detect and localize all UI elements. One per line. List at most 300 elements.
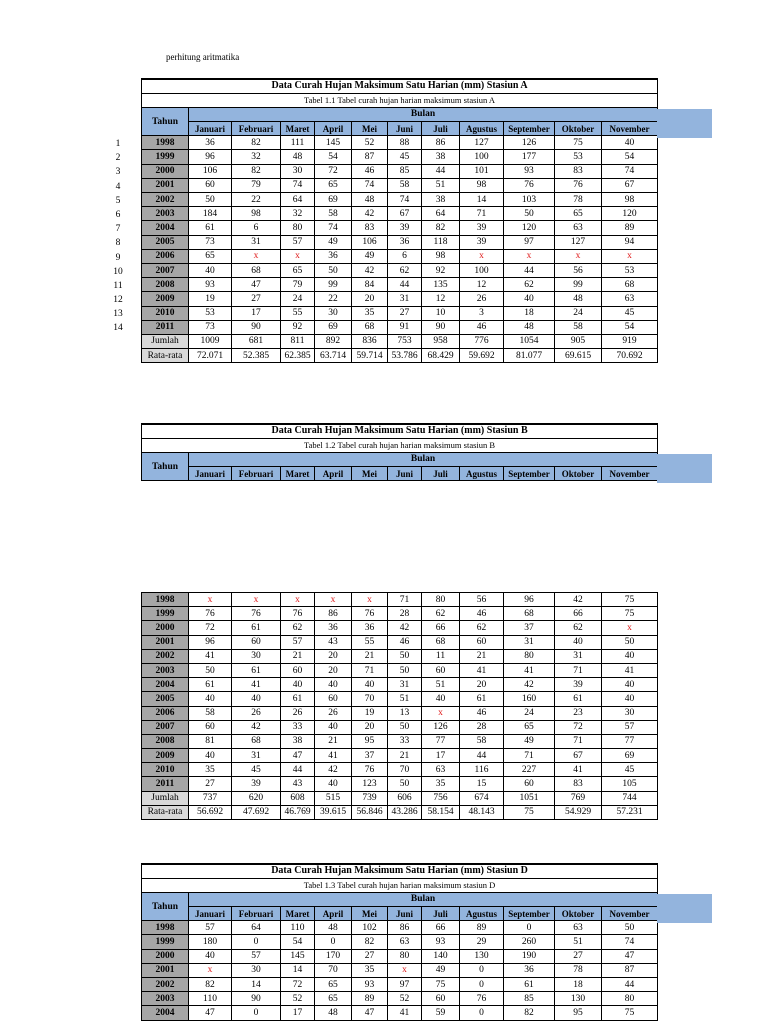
value-cell: 61 xyxy=(504,978,555,992)
value-cell: 54.929 xyxy=(555,805,602,819)
value-cell: 49 xyxy=(352,249,388,263)
value-cell: 45 xyxy=(232,763,281,777)
year-cell: 2002 xyxy=(142,978,189,992)
value-cell: 101 xyxy=(460,164,504,178)
missing-value: x xyxy=(352,593,388,607)
value-cell: 76 xyxy=(352,607,388,621)
value-cell: 42 xyxy=(352,263,388,277)
table-row xyxy=(142,136,658,150)
value-cell: 63 xyxy=(602,292,658,306)
value-cell: 62 xyxy=(504,278,555,292)
value-cell: 0 xyxy=(460,963,504,977)
year-cell: 2007 xyxy=(142,720,189,734)
value-cell: 56 xyxy=(460,593,504,607)
value-cell: 41 xyxy=(189,649,232,663)
value-cell: 62 xyxy=(422,607,460,621)
value-cell: 24 xyxy=(281,292,315,306)
value-cell: 46 xyxy=(388,635,422,649)
value-cell: 46.769 xyxy=(281,805,315,819)
value-cell: 70.692 xyxy=(602,349,658,363)
value-cell: 50 xyxy=(189,193,232,207)
year-cell: 2006 xyxy=(142,706,189,720)
value-cell: 81.077 xyxy=(504,349,555,363)
value-cell: 74 xyxy=(315,221,352,235)
table-row xyxy=(142,292,658,306)
year-cell: 2002 xyxy=(142,649,189,663)
value-cell: 18 xyxy=(504,306,555,320)
month-header: April xyxy=(315,907,352,921)
value-cell: 31 xyxy=(388,678,422,692)
value-cell: 41 xyxy=(460,663,504,677)
value-cell: 92 xyxy=(281,320,315,334)
value-cell: 41 xyxy=(388,1006,422,1020)
value-cell: 80 xyxy=(504,649,555,663)
value-cell: 42 xyxy=(555,593,602,607)
value-cell: 27 xyxy=(555,949,602,963)
month-header: Januari xyxy=(189,122,232,136)
value-cell: 40 xyxy=(189,949,232,963)
month-header: November xyxy=(602,907,658,921)
value-cell: 43.286 xyxy=(388,805,422,819)
row-number: 10 xyxy=(113,266,123,277)
value-cell: 744 xyxy=(602,791,658,805)
value-cell: 68.429 xyxy=(422,349,460,363)
value-cell: 126 xyxy=(422,720,460,734)
value-cell: 59.714 xyxy=(352,349,388,363)
value-cell: 78 xyxy=(555,963,602,977)
value-cell: 184 xyxy=(189,207,232,221)
missing-value: x xyxy=(281,249,315,263)
value-cell: 75 xyxy=(504,805,555,819)
value-cell: 72 xyxy=(555,720,602,734)
value-cell: 105 xyxy=(602,777,658,791)
value-cell: 75 xyxy=(422,978,460,992)
value-cell: 74 xyxy=(602,164,658,178)
value-cell: 48 xyxy=(315,1006,352,1020)
value-cell: 53 xyxy=(189,306,232,320)
value-cell: 37 xyxy=(504,621,555,635)
value-cell: 83 xyxy=(352,221,388,235)
value-cell: 24 xyxy=(555,306,602,320)
missing-value: x xyxy=(422,706,460,720)
table-row xyxy=(142,263,658,277)
value-cell: 30 xyxy=(281,164,315,178)
value-cell: 61 xyxy=(460,692,504,706)
tahun-header: Tahun xyxy=(142,107,189,135)
value-cell: 42 xyxy=(388,621,422,635)
value-cell: 0 xyxy=(232,935,281,949)
month-header: April xyxy=(315,467,352,481)
value-cell: 40 xyxy=(555,635,602,649)
value-cell: 111 xyxy=(281,136,315,150)
value-cell: 68 xyxy=(504,607,555,621)
table-row xyxy=(142,334,658,348)
value-cell: 19 xyxy=(189,292,232,306)
year-cell: 2008 xyxy=(142,734,189,748)
value-cell: 753 xyxy=(388,334,422,348)
value-cell: 106 xyxy=(352,235,388,249)
value-cell: 58 xyxy=(460,734,504,748)
value-cell: 10 xyxy=(422,306,460,320)
header-fill xyxy=(657,894,712,922)
value-cell: 45 xyxy=(388,150,422,164)
year-cell: 2005 xyxy=(142,692,189,706)
value-cell: 68 xyxy=(232,263,281,277)
month-header: Juli xyxy=(422,907,460,921)
value-cell: 96 xyxy=(189,635,232,649)
value-cell: 60 xyxy=(504,777,555,791)
year-cell: 1998 xyxy=(142,593,189,607)
value-cell: 50 xyxy=(504,207,555,221)
value-cell: 46 xyxy=(460,706,504,720)
value-cell: 70 xyxy=(388,763,422,777)
value-cell: 76 xyxy=(232,607,281,621)
value-cell: 62.385 xyxy=(281,349,315,363)
year-cell: 2004 xyxy=(142,678,189,692)
value-cell: 63.714 xyxy=(315,349,352,363)
value-cell: 40 xyxy=(315,678,352,692)
value-cell: 40 xyxy=(189,692,232,706)
value-cell: 87 xyxy=(352,150,388,164)
value-cell: 180 xyxy=(189,935,232,949)
value-cell: 0 xyxy=(504,921,555,935)
header-fill xyxy=(657,454,712,482)
month-header: Oktober xyxy=(555,122,602,136)
value-cell: 65 xyxy=(315,978,352,992)
month-header: Mei xyxy=(352,907,388,921)
value-cell: 79 xyxy=(281,278,315,292)
value-cell: 82 xyxy=(232,164,281,178)
value-cell: 62 xyxy=(281,621,315,635)
value-cell: 46 xyxy=(352,164,388,178)
month-header: April xyxy=(315,122,352,136)
value-cell: 30 xyxy=(602,706,658,720)
value-cell: 190 xyxy=(504,949,555,963)
missing-value: x xyxy=(232,593,281,607)
value-cell: 77 xyxy=(602,734,658,748)
value-cell: 52 xyxy=(388,992,422,1006)
row-number: 11 xyxy=(113,280,123,291)
table-row xyxy=(142,805,658,819)
value-cell: 78 xyxy=(555,193,602,207)
value-cell: 40 xyxy=(281,678,315,692)
value-cell: 51 xyxy=(422,178,460,192)
value-cell: 6 xyxy=(232,221,281,235)
value-cell: 80 xyxy=(281,221,315,235)
value-cell: 26 xyxy=(281,706,315,720)
value-cell: 46 xyxy=(460,320,504,334)
value-cell: 40 xyxy=(602,692,658,706)
month-header: Maret xyxy=(281,907,315,921)
table-row xyxy=(142,749,658,763)
value-cell: 48 xyxy=(504,320,555,334)
value-cell: 21 xyxy=(388,749,422,763)
table-row xyxy=(142,635,658,649)
value-cell: 51 xyxy=(388,692,422,706)
value-cell: 65 xyxy=(504,720,555,734)
value-cell: 75 xyxy=(602,1006,658,1020)
value-cell: 42 xyxy=(315,763,352,777)
value-cell: 61 xyxy=(189,221,232,235)
summary-label: Jumlah xyxy=(142,334,189,348)
month-header: Maret xyxy=(281,467,315,481)
month-header: Agustus xyxy=(460,467,504,481)
year-cell: 2010 xyxy=(142,763,189,777)
value-cell: 83 xyxy=(555,777,602,791)
year-cell: 1998 xyxy=(142,921,189,935)
value-cell: 51 xyxy=(555,935,602,949)
table-row xyxy=(142,150,658,164)
value-cell: 76 xyxy=(281,607,315,621)
value-cell: 82 xyxy=(189,978,232,992)
value-cell: 93 xyxy=(422,935,460,949)
bulan-header: Bulan xyxy=(189,107,658,121)
row-number: 1 xyxy=(115,139,121,149)
rainfall-table xyxy=(141,78,658,363)
row-number: 3 xyxy=(115,167,121,178)
value-cell: 42 xyxy=(504,678,555,692)
value-cell: 89 xyxy=(352,992,388,1006)
value-cell: 48 xyxy=(281,150,315,164)
month-header: Mei xyxy=(352,467,388,481)
value-cell: 15 xyxy=(460,777,504,791)
value-cell: 21 xyxy=(315,734,352,748)
table-row xyxy=(142,791,658,805)
table-row xyxy=(142,278,658,292)
value-cell: 919 xyxy=(602,334,658,348)
value-cell: 31 xyxy=(504,635,555,649)
value-cell: 41 xyxy=(555,763,602,777)
value-cell: 74 xyxy=(352,178,388,192)
value-cell: 21 xyxy=(352,649,388,663)
value-cell: 91 xyxy=(388,320,422,334)
year-cell: 2009 xyxy=(142,749,189,763)
row-number: 6 xyxy=(115,209,121,220)
value-cell: 66 xyxy=(555,607,602,621)
value-cell: 20 xyxy=(315,649,352,663)
value-cell: 103 xyxy=(504,193,555,207)
missing-value: x xyxy=(189,593,232,607)
table-row xyxy=(142,249,658,263)
value-cell: 56 xyxy=(555,263,602,277)
year-cell: 2000 xyxy=(142,949,189,963)
value-cell: 0 xyxy=(315,935,352,949)
month-header: Juni xyxy=(388,122,422,136)
value-cell: 96 xyxy=(189,150,232,164)
value-cell: 75 xyxy=(602,593,658,607)
value-cell: 41 xyxy=(504,663,555,677)
summary-label: Rata-rata xyxy=(142,349,189,363)
value-cell: 3 xyxy=(460,306,504,320)
year-cell: 2007 xyxy=(142,263,189,277)
table-row xyxy=(142,921,658,935)
missing-value: x xyxy=(281,593,315,607)
value-cell: 126 xyxy=(504,136,555,150)
value-cell: 77 xyxy=(422,734,460,748)
value-cell: 74 xyxy=(602,935,658,949)
value-cell: 54 xyxy=(281,935,315,949)
value-cell: 28 xyxy=(388,607,422,621)
value-cell: 20 xyxy=(352,292,388,306)
value-cell: 86 xyxy=(422,136,460,150)
table-row xyxy=(142,706,658,720)
value-cell: 160 xyxy=(504,692,555,706)
value-cell: 36 xyxy=(315,621,352,635)
value-cell: 58 xyxy=(315,207,352,221)
row-number: 14 xyxy=(113,323,123,334)
value-cell: 72 xyxy=(315,164,352,178)
value-cell: 93 xyxy=(189,278,232,292)
year-cell: 1999 xyxy=(142,935,189,949)
month-header: November xyxy=(602,122,658,136)
value-cell: 127 xyxy=(460,136,504,150)
value-cell: 76 xyxy=(352,763,388,777)
row-number: 4 xyxy=(115,181,121,192)
month-header: Agustus xyxy=(460,122,504,136)
table-row xyxy=(142,306,658,320)
value-cell: 31 xyxy=(388,292,422,306)
table-row xyxy=(142,1006,658,1020)
month-header: Oktober xyxy=(555,907,602,921)
table-station-a xyxy=(141,78,658,363)
value-cell: 6 xyxy=(388,249,422,263)
month-header: Oktober xyxy=(555,467,602,481)
month-header: Agustus xyxy=(460,907,504,921)
value-cell: 82 xyxy=(232,136,281,150)
value-cell: 82 xyxy=(504,1006,555,1020)
value-cell: 44 xyxy=(460,749,504,763)
value-cell: 71 xyxy=(460,207,504,221)
value-cell: 44 xyxy=(602,978,658,992)
value-cell: 98 xyxy=(602,193,658,207)
value-cell: 87 xyxy=(602,963,658,977)
value-cell: 52.385 xyxy=(232,349,281,363)
value-cell: 135 xyxy=(422,278,460,292)
value-cell: 67 xyxy=(388,207,422,221)
year-cell: 2000 xyxy=(142,164,189,178)
value-cell: 80 xyxy=(388,949,422,963)
summary-label: Rata-rata xyxy=(142,805,189,819)
value-cell: 53 xyxy=(555,150,602,164)
year-cell: 2001 xyxy=(142,178,189,192)
value-cell: 71 xyxy=(555,663,602,677)
value-cell: 620 xyxy=(232,791,281,805)
value-cell: 44 xyxy=(422,164,460,178)
value-cell: 76 xyxy=(555,178,602,192)
year-cell: 1999 xyxy=(142,150,189,164)
value-cell: 57.231 xyxy=(602,805,658,819)
year-cell: 2010 xyxy=(142,306,189,320)
value-cell: 36 xyxy=(504,963,555,977)
value-cell: 811 xyxy=(281,334,315,348)
table-row xyxy=(142,763,658,777)
value-cell: 83 xyxy=(555,164,602,178)
value-cell: 97 xyxy=(504,235,555,249)
value-cell: 74 xyxy=(281,178,315,192)
value-cell: 73 xyxy=(189,320,232,334)
value-cell: 69 xyxy=(315,193,352,207)
value-cell: 81 xyxy=(189,734,232,748)
value-cell: 608 xyxy=(281,791,315,805)
value-cell: 57 xyxy=(232,949,281,963)
value-cell: 30 xyxy=(232,963,281,977)
value-cell: 38 xyxy=(281,734,315,748)
value-cell: 49 xyxy=(422,963,460,977)
value-cell: 46 xyxy=(460,607,504,621)
year-cell: 2004 xyxy=(142,1006,189,1020)
tahun-header: Tahun xyxy=(142,452,189,480)
month-header: Juni xyxy=(388,907,422,921)
value-cell: 14 xyxy=(281,963,315,977)
value-cell: 44 xyxy=(388,278,422,292)
missing-value: x xyxy=(602,249,658,263)
value-cell: 20 xyxy=(315,663,352,677)
value-cell: 130 xyxy=(460,949,504,963)
value-cell: 60 xyxy=(460,635,504,649)
value-cell: 22 xyxy=(232,193,281,207)
value-cell: 99 xyxy=(555,278,602,292)
value-cell: 57 xyxy=(602,720,658,734)
value-cell: 86 xyxy=(315,607,352,621)
value-cell: 95 xyxy=(555,1006,602,1020)
row-number-column xyxy=(106,137,130,336)
value-cell: 90 xyxy=(232,320,281,334)
value-cell: 72.071 xyxy=(189,349,232,363)
table-row xyxy=(142,207,658,221)
row-number: 13 xyxy=(113,309,123,320)
value-cell: 39 xyxy=(460,235,504,249)
value-cell: 50 xyxy=(189,663,232,677)
value-cell: 82 xyxy=(352,935,388,949)
month-header: Januari xyxy=(189,467,232,481)
value-cell: 120 xyxy=(602,207,658,221)
value-cell: 28 xyxy=(460,720,504,734)
year-cell: 2003 xyxy=(142,663,189,677)
table-row xyxy=(142,178,658,192)
value-cell: 20 xyxy=(460,678,504,692)
value-cell: 50 xyxy=(388,720,422,734)
value-cell: 50 xyxy=(388,663,422,677)
missing-value: x xyxy=(460,249,504,263)
value-cell: 40 xyxy=(189,263,232,277)
missing-value: x xyxy=(315,593,352,607)
year-cell: 2003 xyxy=(142,992,189,1006)
value-cell: 31 xyxy=(232,235,281,249)
value-cell: 110 xyxy=(281,921,315,935)
missing-value: x xyxy=(555,249,602,263)
rainfall-table xyxy=(141,423,658,481)
year-cell: 2005 xyxy=(142,235,189,249)
row-number: 12 xyxy=(113,295,123,306)
value-cell: 30 xyxy=(315,306,352,320)
bulan-header: Bulan xyxy=(189,892,658,906)
value-cell: 39.615 xyxy=(315,805,352,819)
value-cell: 1051 xyxy=(504,791,555,805)
value-cell: 58 xyxy=(189,706,232,720)
value-cell: 58 xyxy=(388,178,422,192)
table-row xyxy=(142,963,658,977)
table-caption: Tabel 1.3 Tabel curah hujan harian maksimum stasiun D xyxy=(142,878,658,892)
value-cell: 75 xyxy=(555,136,602,150)
table-row xyxy=(142,320,658,334)
value-cell: 54 xyxy=(602,150,658,164)
value-cell: 43 xyxy=(315,635,352,649)
year-cell: 2011 xyxy=(142,777,189,791)
value-cell: 60 xyxy=(422,992,460,1006)
value-cell: 70 xyxy=(315,963,352,977)
value-cell: 89 xyxy=(460,921,504,935)
value-cell: 170 xyxy=(315,949,352,963)
